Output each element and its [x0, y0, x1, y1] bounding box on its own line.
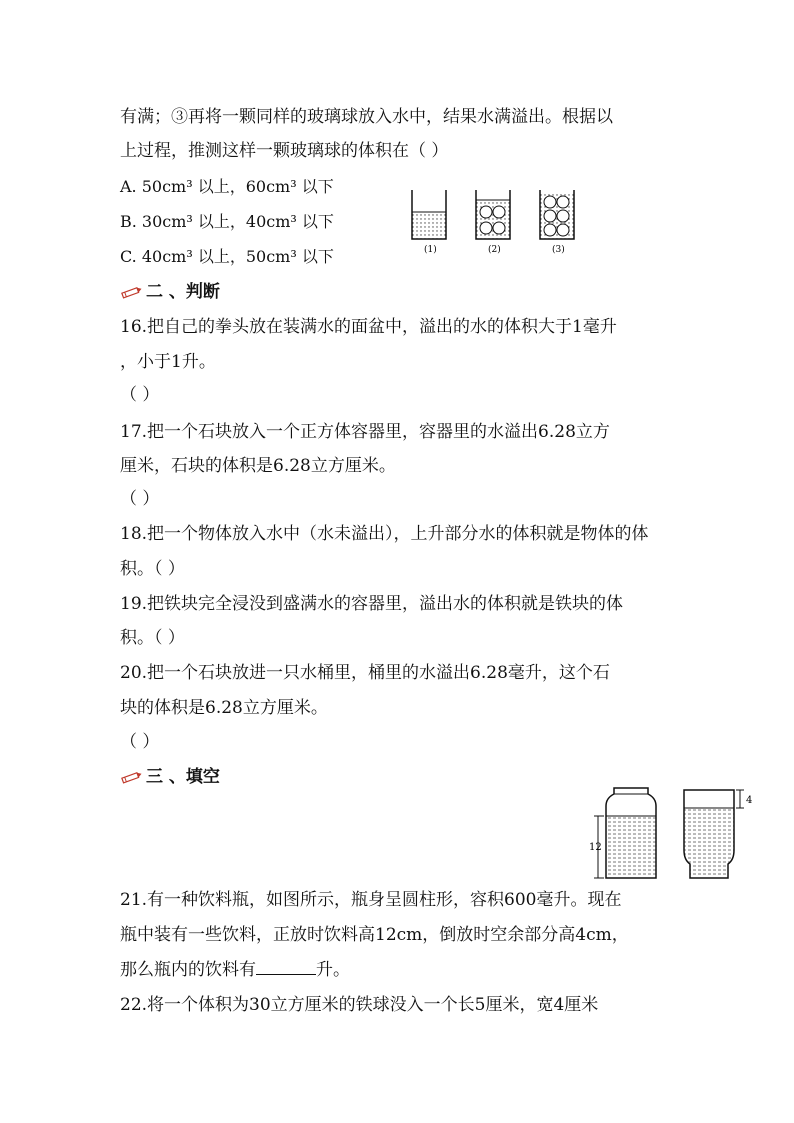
q18-line2: 积。（ ）: [120, 559, 185, 579]
q20-answer: （ ）: [120, 732, 160, 752]
q17-line1: 17.把一个石块放入一个正方体容器里，容器里的水溢出6.28立方: [120, 422, 610, 442]
beakers-figure: [408, 186, 590, 256]
q19-line1: 19.把铁块完全浸没到盛满水的容器里，溢出水的体积就是铁块的体: [120, 594, 624, 614]
q16-line2: ，小于1升。: [120, 352, 216, 372]
top-label: 4: [746, 795, 753, 806]
q17-line2: 厘米，石块的体积是6.28立方厘米。: [120, 456, 396, 476]
beaker-1: [412, 190, 446, 239]
q16-line1: 16.把自己的拳头放在装满水的面盆中，溢出的水的体积大于1毫升: [120, 317, 617, 337]
answer-blank[interactable]: [256, 958, 316, 975]
q16-answer: （ ）: [120, 385, 160, 405]
section-3-heading: [120, 765, 220, 789]
q15-line2: 上过程，推测这样一颗玻璃球的体积在（ ）: [120, 141, 449, 161]
q19-line2: 积。（ ）: [120, 628, 185, 648]
q15-line1: 有满；③再将一颗同样的玻璃球放入水中，结果水满溢出。根据以: [120, 107, 613, 127]
q22-line1: 22.将一个体积为30立方厘米的铁球没入一个长5厘米，宽4厘米: [120, 995, 599, 1015]
q15-option-c: C. 40cm³ 以上，50cm³ 以下: [120, 247, 334, 266]
beaker-label-1: (1): [424, 245, 437, 255]
pencil-icon: [120, 285, 142, 299]
q17-answer: （ ）: [120, 489, 160, 509]
beaker-3: [540, 190, 574, 239]
bottle-inverted: [684, 790, 752, 878]
section-2-title: 二 、判断: [146, 282, 220, 302]
q21-line3-post: 升。: [316, 960, 350, 980]
q21-line1: 21.有一种饮料瓶，如图所示，瓶身呈圆柱形，容积600毫升。现在: [120, 890, 622, 910]
pencil-icon: [120, 770, 142, 784]
section-2-heading: [120, 280, 220, 304]
height-label: 12: [589, 842, 602, 853]
q21-line2: 瓶中装有一些饮料，正放时饮料高12cm，倒放时空余部分高4cm，: [120, 925, 629, 945]
q15-option-b: B. 30cm³ 以上，40cm³ 以下: [120, 212, 334, 231]
beaker-2: [476, 190, 510, 239]
beaker-label-2: (2): [488, 245, 501, 255]
q20-line1: 20.把一个石块放进一只水桶里，桶里的水溢出6.28毫升，这个石: [120, 663, 610, 683]
bottle-figure: [588, 784, 758, 884]
q15-option-a: A. 50cm³ 以上，60cm³ 以下: [120, 177, 334, 196]
beaker-label-3: (3): [552, 245, 565, 255]
bottle-upright: [589, 788, 656, 878]
q20-line2: 块的体积是6.28立方厘米。: [120, 698, 328, 718]
q21-line3: [120, 958, 350, 982]
q18-line1: 18.把一个物体放入水中（水未溢出），上升部分水的体积就是物体的体: [120, 524, 649, 544]
section-3-title: 三 、填空: [146, 767, 220, 787]
q21-line3-pre: 那么瓶内的饮料有: [120, 960, 256, 980]
